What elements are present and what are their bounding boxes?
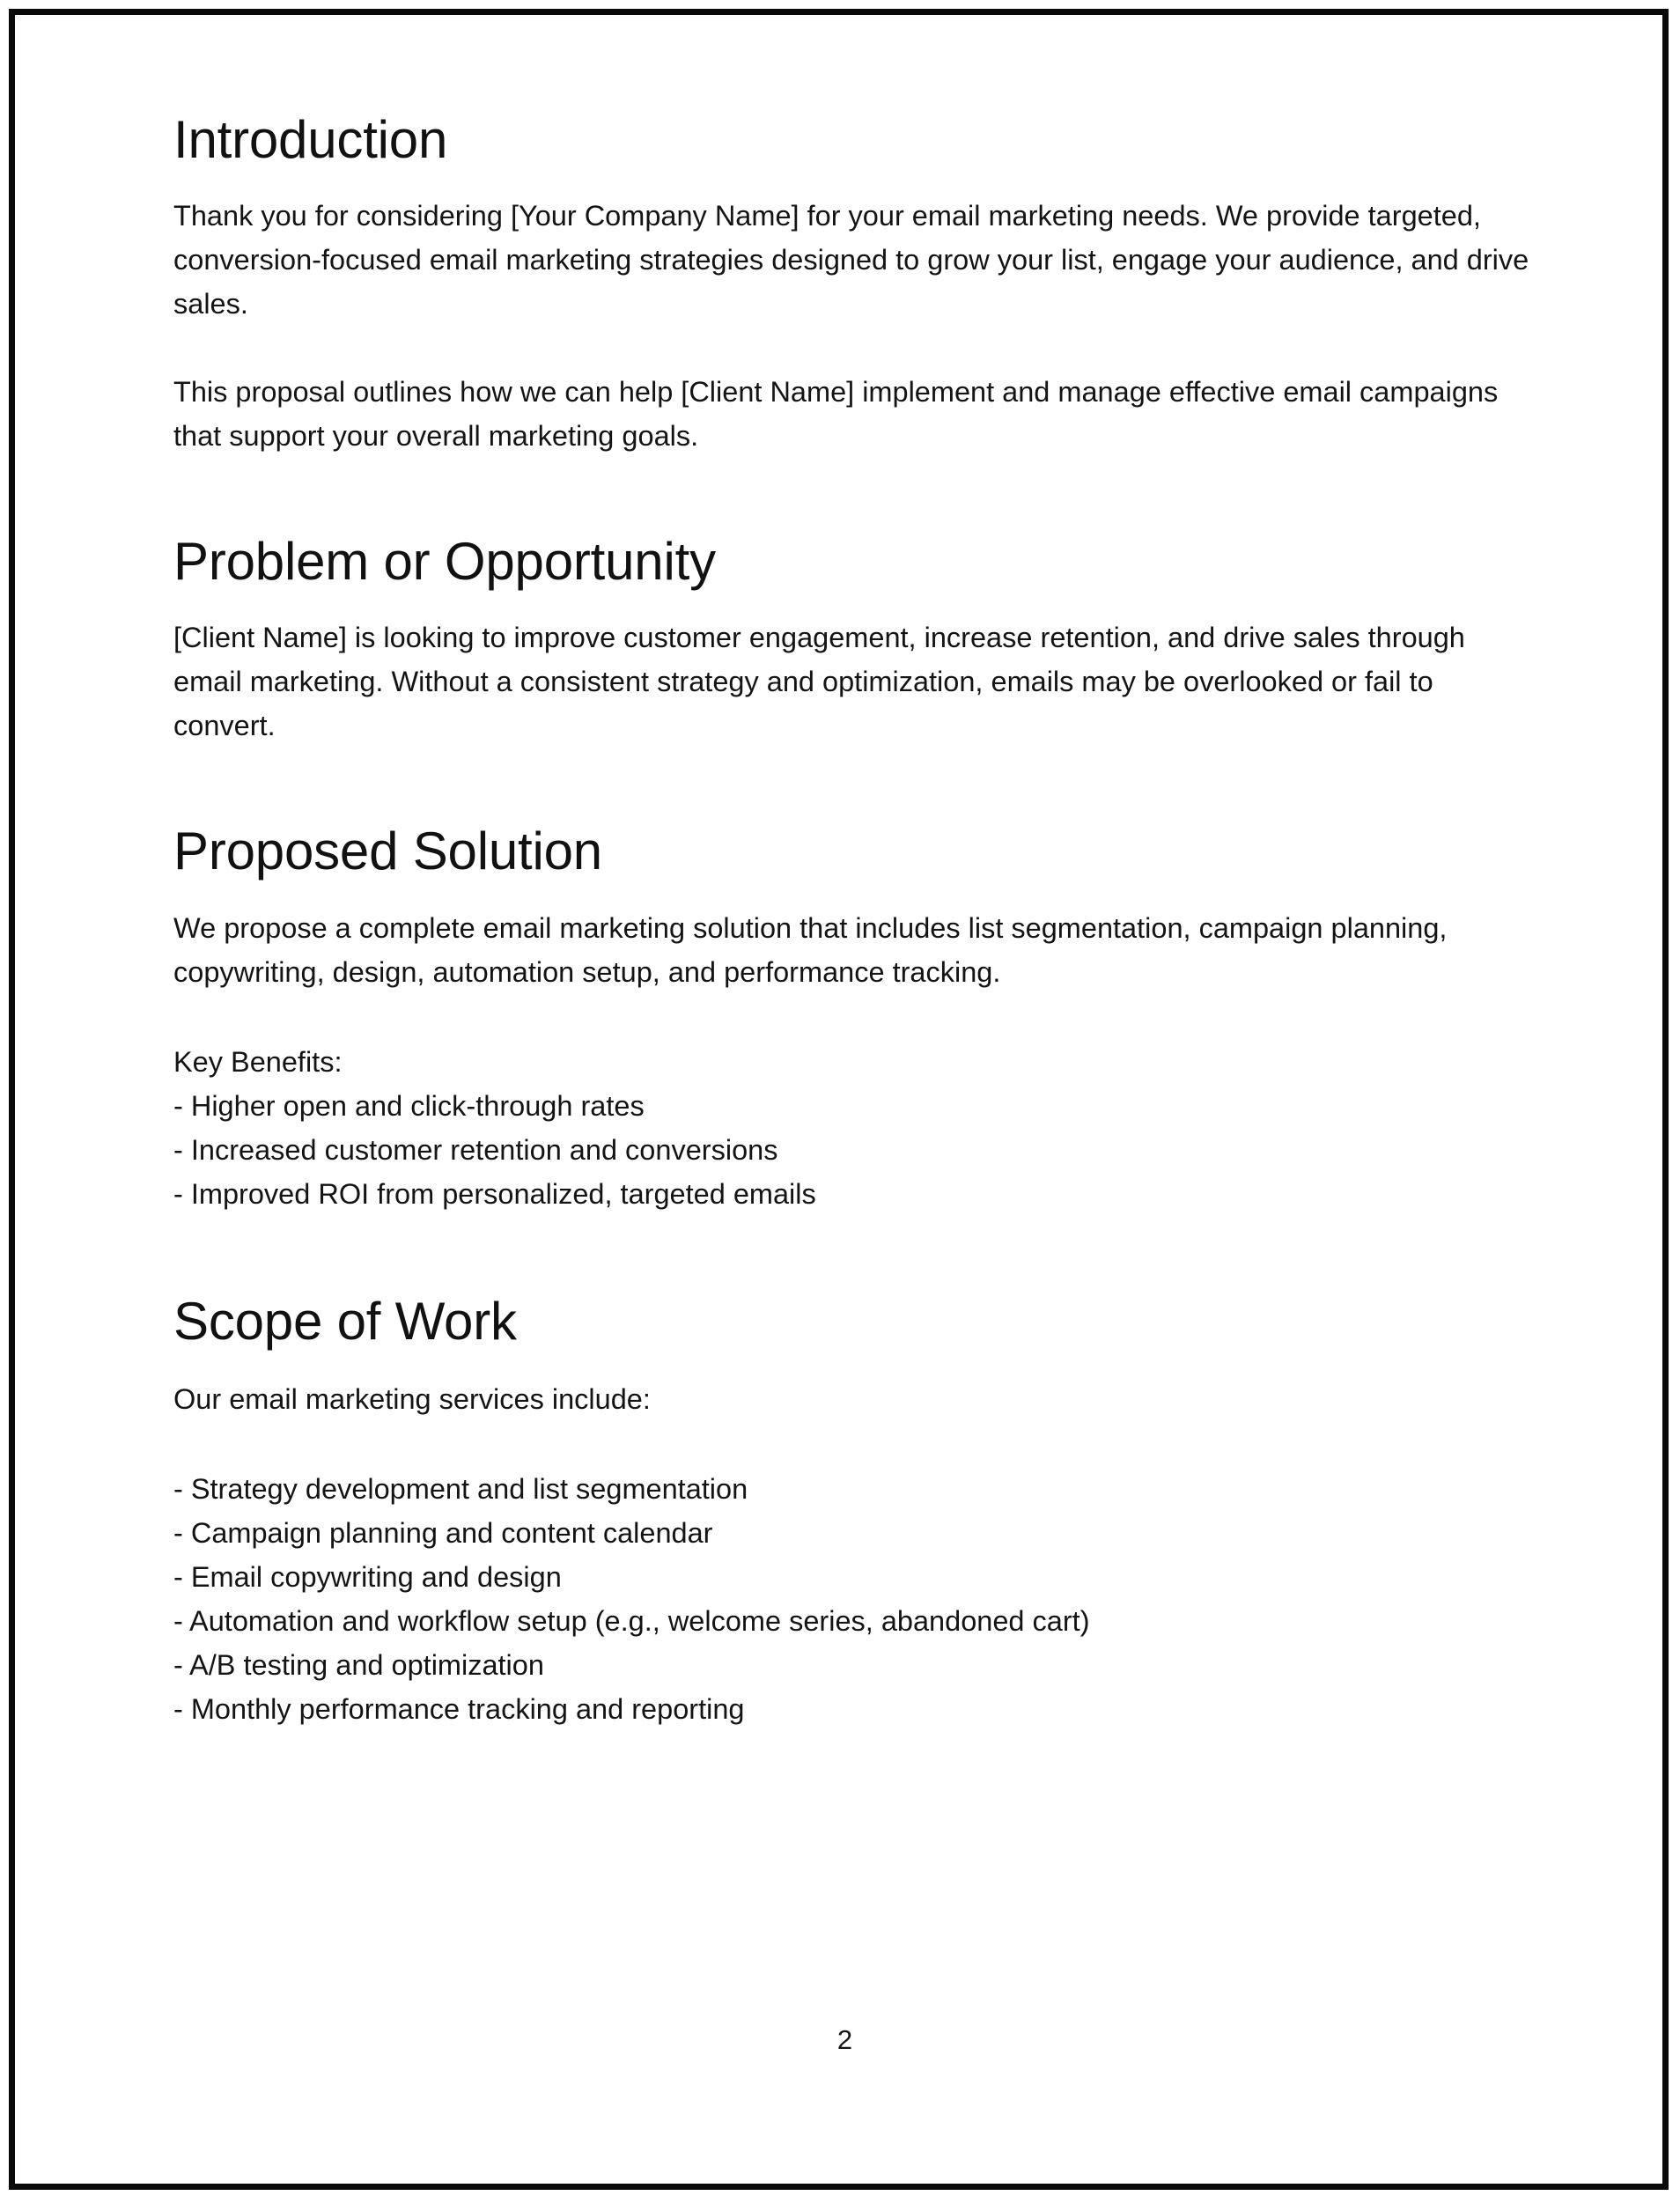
key-benefits-list <box>173 1084 1529 1216</box>
section-heading-problem-or-opportunity: Problem or Opportunity <box>173 532 716 592</box>
introduction-paragraph-1: Thank you for considering [Your Company Name] for your email marketing needs. We provide targeted, conversion-focused email marketing strategies designed to grow your list, engage your audience, and drive sales. <box>173 200 1529 321</box>
list-item: - A/B testing and optimization <box>173 1648 544 1681</box>
page-number: 2 <box>836 2024 853 2055</box>
list-item: - Strategy development and list segmentation <box>173 1472 748 1505</box>
list-item: - Automation and workflow setup (e.g., welcome series, abandoned cart) <box>173 1604 1090 1637</box>
solution-paragraph-1: We propose a complete email marketing solution that includes list segmentation, campaign planning, copywriting, design, automation setup, and performance tracking. <box>173 911 1448 988</box>
scope-of-work-list <box>173 1467 1529 1731</box>
list-item: - Higher open and click-through rates <box>173 1089 645 1122</box>
introduction-paragraph-2: This proposal outlines how we can help [Client Name] implement and manage effective email campaigns that support your overall marketing goals. <box>173 376 1499 453</box>
list-item: - Improved ROI from personalized, targeted emails <box>173 1177 816 1210</box>
document-page <box>9 9 1669 2190</box>
section-heading-scope-of-work: Scope of Work <box>173 1291 517 1351</box>
list-item: - Email copywriting and design <box>173 1560 562 1593</box>
document-content <box>173 103 1529 1731</box>
scope-lead-paragraph: Our email marketing services include: <box>173 1382 651 1415</box>
section-heading-introduction: Introduction <box>173 110 448 169</box>
problem-paragraph-1: [Client Name] is looking to improve customer engagement, increase retention, and drive sales through email marketing. Without a consistent strategy and optimization, emails may be overlooked or fail to convert. <box>173 622 1465 742</box>
list-item: - Campaign planning and content calendar <box>173 1516 713 1549</box>
key-benefits-label: Key Benefits: <box>173 1045 343 1078</box>
list-item: - Increased customer retention and conversions <box>173 1133 778 1166</box>
section-heading-proposed-solution: Proposed Solution <box>173 822 602 881</box>
list-item: - Monthly performance tracking and reporting <box>173 1692 745 1725</box>
